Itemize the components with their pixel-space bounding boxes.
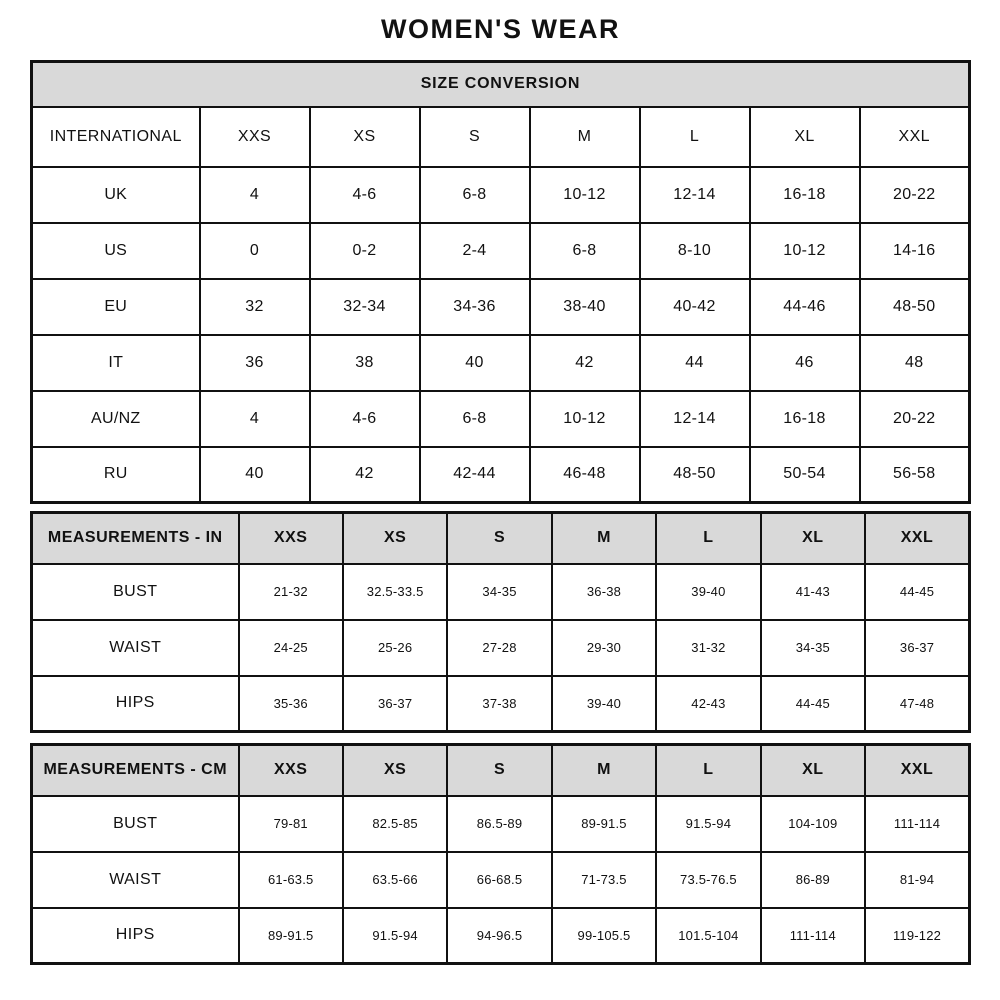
header-label-cell: MEASUREMENTS - IN: [32, 513, 239, 564]
value-cell: 20-22: [860, 391, 970, 447]
value-cell: 99-105.5: [552, 908, 656, 964]
value-cell: 48-50: [860, 279, 970, 335]
value-cell: 42: [310, 447, 420, 503]
value-cell: 0-2: [310, 223, 420, 279]
value-cell: 44-45: [865, 564, 969, 620]
value-cell: 89-91.5: [239, 908, 343, 964]
value-cell: 35-36: [239, 676, 343, 732]
value-cell: 20-22: [860, 167, 970, 223]
value-cell: 50-54: [750, 447, 860, 503]
table-row: [32, 279, 970, 335]
value-cell: 81-94: [865, 852, 969, 908]
value-cell: 41-43: [761, 564, 865, 620]
table-row: [32, 908, 970, 964]
value-cell: 10-12: [530, 167, 640, 223]
value-cell: 37-38: [447, 676, 551, 732]
value-cell: 29-30: [552, 620, 656, 676]
header-row: [32, 107, 970, 167]
value-cell: 36-38: [552, 564, 656, 620]
header-size-cell: S: [447, 745, 551, 796]
header-size-cell: L: [656, 513, 760, 564]
header-size-cell: XS: [343, 745, 447, 796]
value-cell: 10-12: [530, 391, 640, 447]
row-label-cell: WAIST: [32, 620, 239, 676]
value-cell: 32.5-33.5: [343, 564, 447, 620]
header-row: [32, 745, 970, 796]
value-cell: 34-36: [420, 279, 530, 335]
value-cell: 38-40: [530, 279, 640, 335]
row-label-cell: BUST: [32, 564, 239, 620]
header-size-cell: M: [552, 745, 656, 796]
row-label-cell: RU: [32, 447, 200, 503]
row-label-cell: HIPS: [32, 676, 239, 732]
value-cell: 48-50: [640, 447, 750, 503]
row-label-cell: HIPS: [32, 908, 239, 964]
value-cell: 36-37: [343, 676, 447, 732]
value-cell: 101.5-104: [656, 908, 760, 964]
table-title-row: [32, 62, 970, 107]
value-cell: 61-63.5: [239, 852, 343, 908]
value-cell: 86.5-89: [447, 796, 551, 852]
value-cell: 82.5-85: [343, 796, 447, 852]
value-cell: 36-37: [865, 620, 969, 676]
measurements-in-table: [30, 511, 971, 733]
row-label-cell: BUST: [32, 796, 239, 852]
row-label-cell: IT: [32, 335, 200, 391]
header-size-cell: XXS: [239, 513, 343, 564]
row-label-cell: EU: [32, 279, 200, 335]
table-row: [32, 676, 970, 732]
value-cell: 4-6: [310, 167, 420, 223]
table-row: [32, 167, 970, 223]
value-cell: 21-32: [239, 564, 343, 620]
value-cell: 86-89: [761, 852, 865, 908]
value-cell: 31-32: [656, 620, 760, 676]
value-cell: 56-58: [860, 447, 970, 503]
value-cell: 16-18: [750, 391, 860, 447]
header-size-cell: L: [640, 107, 750, 167]
header-size-cell: S: [420, 107, 530, 167]
header-row: [32, 513, 970, 564]
table-row: [32, 335, 970, 391]
value-cell: 34-35: [761, 620, 865, 676]
value-cell: 91.5-94: [343, 908, 447, 964]
header-size-cell: XXS: [200, 107, 310, 167]
value-cell: 111-114: [865, 796, 969, 852]
value-cell: 66-68.5: [447, 852, 551, 908]
page-title: WOMEN'S WEAR: [381, 14, 620, 44]
header-size-cell: XS: [310, 107, 420, 167]
value-cell: 79-81: [239, 796, 343, 852]
value-cell: 46: [750, 335, 860, 391]
value-cell: 46-48: [530, 447, 640, 503]
value-cell: 16-18: [750, 167, 860, 223]
value-cell: 71-73.5: [552, 852, 656, 908]
value-cell: 14-16: [860, 223, 970, 279]
table-title: SIZE CONVERSION: [32, 62, 970, 107]
value-cell: 32: [200, 279, 310, 335]
header-size-cell: XS: [343, 513, 447, 564]
size-conversion-table: [30, 60, 971, 504]
table-row: [32, 447, 970, 503]
value-cell: 39-40: [656, 564, 760, 620]
value-cell: 44-46: [750, 279, 860, 335]
value-cell: 34-35: [447, 564, 551, 620]
value-cell: 36: [200, 335, 310, 391]
value-cell: 4-6: [310, 391, 420, 447]
table-row: [32, 564, 970, 620]
value-cell: 91.5-94: [656, 796, 760, 852]
value-cell: 104-109: [761, 796, 865, 852]
value-cell: 42-44: [420, 447, 530, 503]
table-row: [32, 852, 970, 908]
value-cell: 42-43: [656, 676, 760, 732]
value-cell: 40: [420, 335, 530, 391]
table-row: [32, 796, 970, 852]
value-cell: 89-91.5: [552, 796, 656, 852]
value-cell: 38: [310, 335, 420, 391]
value-cell: 119-122: [865, 908, 969, 964]
value-cell: 63.5-66: [343, 852, 447, 908]
row-label-cell: AU/NZ: [32, 391, 200, 447]
value-cell: 12-14: [640, 167, 750, 223]
value-cell: 44-45: [761, 676, 865, 732]
table-row: [32, 391, 970, 447]
row-label-cell: US: [32, 223, 200, 279]
table-row: [32, 620, 970, 676]
value-cell: 48: [860, 335, 970, 391]
value-cell: 94-96.5: [447, 908, 551, 964]
value-cell: 24-25: [239, 620, 343, 676]
row-label-cell: UK: [32, 167, 200, 223]
value-cell: 8-10: [640, 223, 750, 279]
value-cell: 4: [200, 391, 310, 447]
value-cell: 27-28: [447, 620, 551, 676]
value-cell: 6-8: [420, 167, 530, 223]
header-size-cell: XXL: [865, 745, 969, 796]
value-cell: 0: [200, 223, 310, 279]
value-cell: 32-34: [310, 279, 420, 335]
header-size-cell: XXL: [860, 107, 970, 167]
value-cell: 42: [530, 335, 640, 391]
value-cell: 2-4: [420, 223, 530, 279]
value-cell: 40-42: [640, 279, 750, 335]
header-label-cell: INTERNATIONAL: [32, 107, 200, 167]
header-size-cell: M: [552, 513, 656, 564]
header-size-cell: L: [656, 745, 760, 796]
header-size-cell: XL: [750, 107, 860, 167]
value-cell: 6-8: [530, 223, 640, 279]
header-label-cell: MEASUREMENTS - CM: [32, 745, 239, 796]
value-cell: 40: [200, 447, 310, 503]
value-cell: 12-14: [640, 391, 750, 447]
value-cell: 25-26: [343, 620, 447, 676]
value-cell: 4: [200, 167, 310, 223]
header-size-cell: XL: [761, 745, 865, 796]
value-cell: 39-40: [552, 676, 656, 732]
header-size-cell: XXL: [865, 513, 969, 564]
value-cell: 111-114: [761, 908, 865, 964]
header-size-cell: M: [530, 107, 640, 167]
table-row: [32, 223, 970, 279]
header-size-cell: XXS: [239, 745, 343, 796]
value-cell: 6-8: [420, 391, 530, 447]
row-label-cell: WAIST: [32, 852, 239, 908]
value-cell: 10-12: [750, 223, 860, 279]
value-cell: 73.5-76.5: [656, 852, 760, 908]
value-cell: 44: [640, 335, 750, 391]
header-size-cell: XL: [761, 513, 865, 564]
header-size-cell: S: [447, 513, 551, 564]
value-cell: 47-48: [865, 676, 969, 732]
measurements-cm-table: [30, 743, 971, 965]
